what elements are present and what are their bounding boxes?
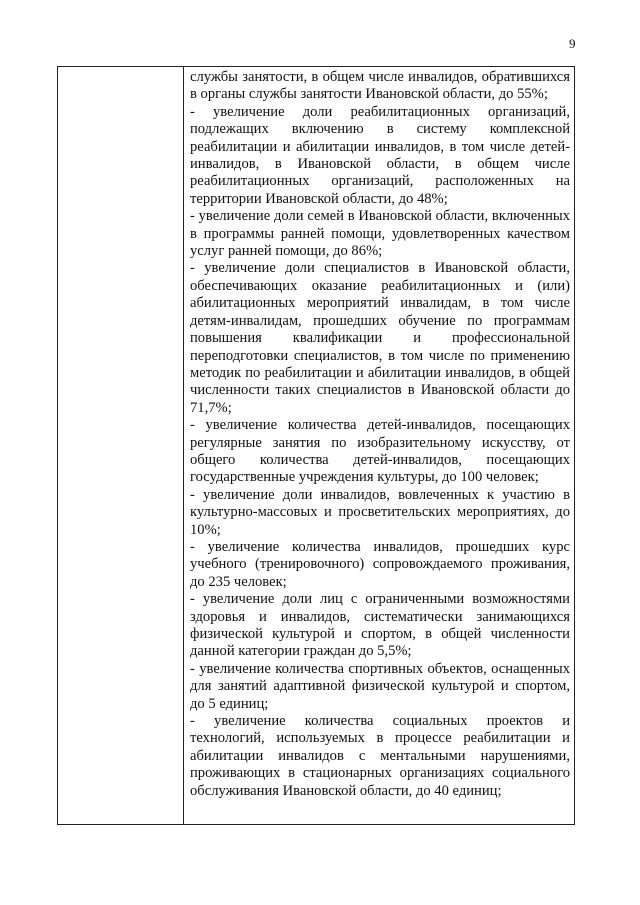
list-item: - увеличение количества детей-инвалидов, посещающих регулярные занятия по изобразительному искусству, от общего количества детей-инвалидов, посещающих государственные учреждения культуры, до 100 человек;	[190, 417, 570, 486]
list-item: - увеличение количества социальных проектов и технологий, используемых в процессе реабилитации и абилитации инвалидов с ментальными нарушениями, проживающих в стационарных организациях социального обслуживания Ивановской области, до 40 единиц;	[190, 713, 570, 799]
list-item: - увеличение количества инвалидов, прошедших курс учебного (тренировочного) сопровождаемого проживания, до 235 человек;	[190, 538, 570, 590]
document-table	[57, 66, 575, 825]
list-item: службы занятости, в общем числе инвалидов, обратившихся в органы службы занятости Ивановской области, до 55%;	[190, 69, 570, 103]
list-item: - увеличение доли специалистов в Ивановской области, обеспечивающих оказание реабилитационных и (или) абилитационных мероприятий инвалидам, в том числе детям-инвалидам, прошедших обучение по программам повышения квалификации и профессиональной переподготовки специалистов, в том числе по применению методик по реабилитации и абилитации инвалидов, в общей численности таких специалистов в Ивановской области до 71,7%;	[190, 260, 570, 416]
list-item: - увеличение доли семей в Ивановской области, включенных в программы ранней помощи, удовлетворенных качеством услуг ранней помощи, до 86%;	[190, 208, 570, 260]
table-right-cell	[184, 67, 574, 824]
page-number: 9	[569, 36, 576, 51]
table-left-cell	[58, 67, 184, 824]
list-item: - увеличение доли лиц с ограниченными возможностями здоровья и инвалидов, систематически занимающихся физической культурой и спортом, в общей численности данной категории граждан до 5,5%;	[190, 591, 570, 660]
list-item: - увеличение доли реабилитационных организаций, подлежащих включению в систему комплексной реабилитации и абилитации инвалидов, в том числе детей-инвалидов, в Ивановской области, в общем числе реабилитационных организаций, расположенных на территории Ивановской области, до 48%;	[190, 103, 570, 207]
list-item: - увеличение доли инвалидов, вовлеченных к участию в культурно-массовых и просветительских мероприятиях, до 10%;	[190, 486, 570, 538]
list-item: - увеличение количества спортивных объектов, оснащенных для занятий адаптивной физической культурой и спортом, до 5 единиц;	[190, 660, 570, 712]
